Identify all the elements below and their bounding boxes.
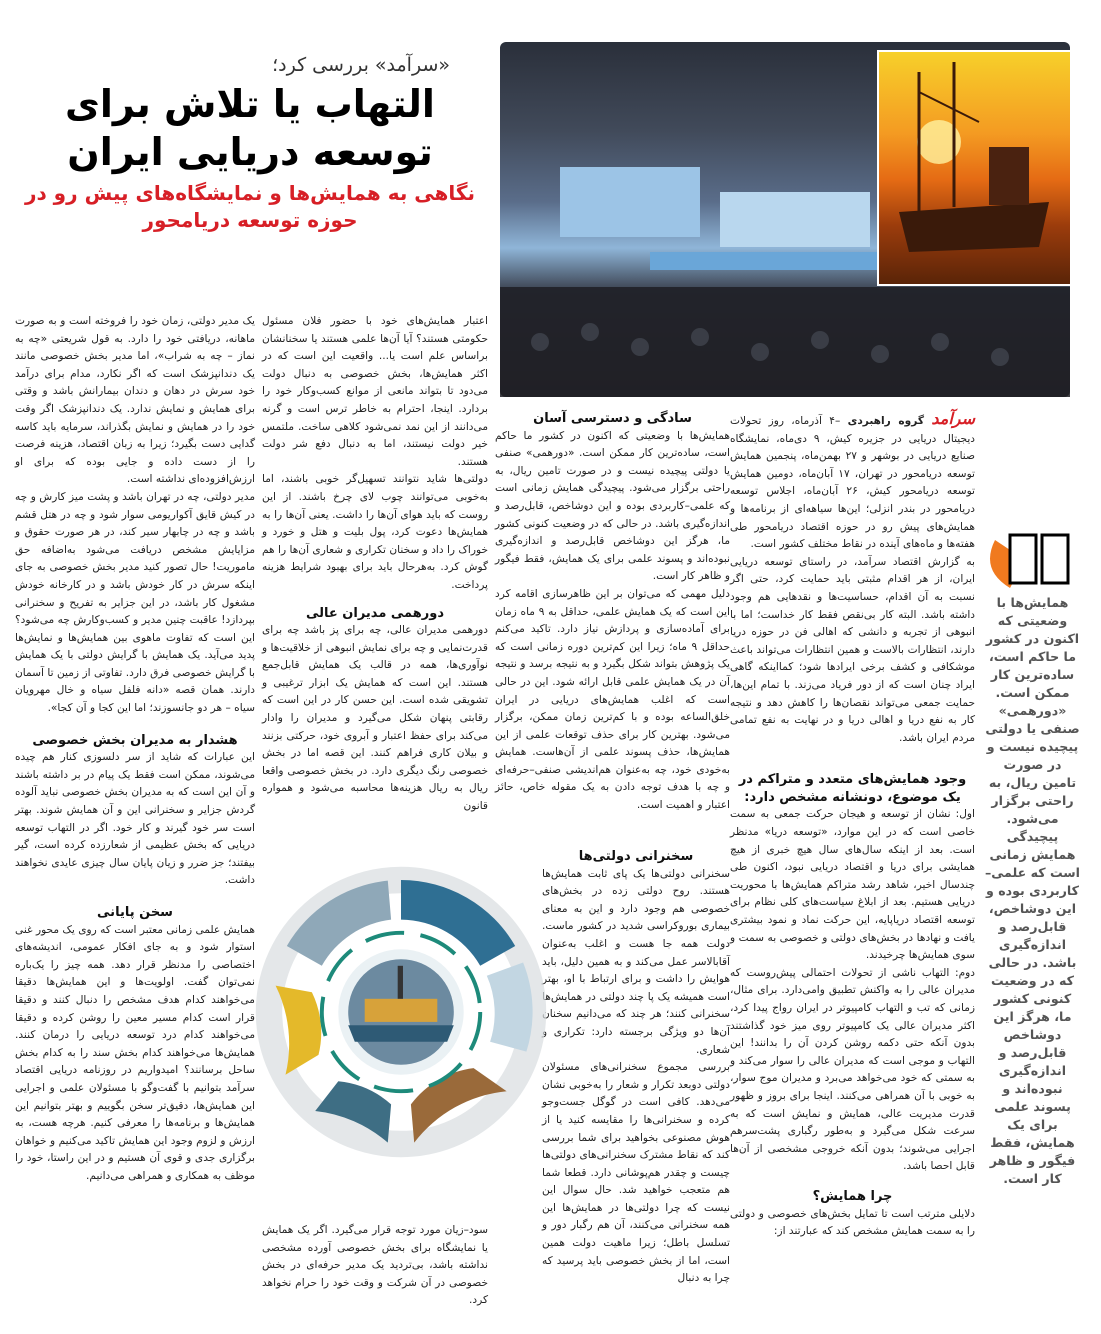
paragraph: دلیل مهمی که می‌توان بر این ظاهرسازی اقامه کرد این است که یک همایش علمی، حداقل به ۹ ماه زمان برای آماده‌سازی و پردازش نیاز دارد. تاکید می‌کنم حداقل ۹ ماه؛ زیرا این کم‌ترین دوره زمانی است که یک پژوهش بتواند شکل بگیرد و به نتیجه برسد و نتیجه آن در یک همایش علمی قابل ارائه شود. این در حالی است که اغلب همایش‌های دریایی در ایران خلق‌الساعه بوده و با کم‌ترین زمان ممکن، برگزار می‌شود. بهترین کار برای حذف توقعات علمی از این همایش‌ها، حذف پسوند علمی از آن‌هاست. همایش به‌خودی خود، چه به‌عنوان هم‌اندیشی صنفی–حرفه‌ای و چه با هدف توجه دادن به یک مقوله خاص، حائز اعتبار و اهمیت است. xyxy=(495,587,730,812)
subheadline: نگاهی به همایش‌ها و نمایشگاه‌های پیش رو در حوزه توسعه دریامحور xyxy=(24,181,476,232)
audience xyxy=(500,287,1070,397)
headline-block xyxy=(10,50,490,234)
section-heading: وجود همایش‌های متعدد و متراکم در یک موضوع، دونشانه مشخص دارد: xyxy=(738,772,967,805)
paragraph: –۴ آذرماه، روز تحولات دیجیتال دریایی در جزیره کیش، ۹ دی‌ماه، نمایشگاه صنایع دریایی در بوشهر و ۲۷ بهمن‌ماه، پنجمین همایش توسعه دریامحور در تهران، ۱۷ آبان‌ماه، دومین همایش توسعه دریامحور کیش، ۲۶ آبان‌ماه، اجلاس توسعه دریامحور در بندر انزلی؛ این‌ها سیاهه‌ای از برنامه‌ها و همایش‌های پیش رو در حوزه اقتصاد دریامحور طی هفته‌ها و ماه‌های آینده در نقاط مختلف کشور است. xyxy=(730,415,976,551)
column-2-top xyxy=(495,410,730,830)
maritime-collage-graphic xyxy=(264,808,538,1216)
paragraph: بررسی مجموع سخنرانی‌های مسئولان دولتی دوبعد تکرار و شعار را به‌خوبی نشان می‌دهد. کافی است در گوگل جست‌وجو کرده و سخنرانی‌ها را مقایسه کنید یا از هوش مصنوعی بخواهید برای شما بررسی کند که نقاط مشترک سخنرانی‌های دولتی‌ها چیست و چقدر هم‌پوشانی دارد. قطعا شما هم متعجب خواهید شد. حال سوال این نیست که چرا دولتی‌ها در همایش‌ها این همه سخنرانی می‌کنند، آن هم رگبار دور و تسلسل باطل؛ زیرا ماهیت دولت همین است، اما از بخش خصوصی باید پرسید که چرا به دنبال xyxy=(542,1061,730,1285)
section-heading: سخنرانی دولتی‌ها xyxy=(578,849,694,864)
column-3 xyxy=(262,313,488,813)
column-4 xyxy=(15,313,255,1328)
stage xyxy=(650,252,910,270)
paragraph: همایش‌ها با وضعیتی که اکنون در کشور ما حاکم است، ساده‌ترین کار ممکن است. «دورهمی» صنفی یا دولتی پیچیده نیست و در صورت تامین ریال، به راحتی برگزار می‌شود. پیچیدگی همایش زمانی است که علمی–کاربردی بوده و این دوشاخص، قابل‌رصد و اندازه‌گیری باشد. در حالی که در وضعیت کنونی کشور ما، هرگز این دوشاخص قابل‌رصد و اندازه‌گیری نبوده‌اند و پسوند علمی برای یک همایش، فقط فیگور و ظاهر کار است. xyxy=(495,429,730,583)
section-heading: سادگی و دسترسی آسان xyxy=(533,411,692,426)
paragraph: دوم: التهاب ناشی از تحولات احتمالی پیش‌روست که مدیران عالی را به واکنش تطبیق وامی‌دارد. برای مثال، زمانی که تب و التهاب کامپیوتر در ایران رواج پیدا کرد، اکثر مدیران عالی یک کامپیوتر روی میز خود گذاشتند بدون آنکه حتی دکمه روشن کردن آن را بدانند! این التهاب و موجی است که مدیران عالی را سوار می‌کند و به سمتی که خود می‌خواهد می‌برد و مدیران موج سوار، به خوبی با آن همراهی می‌کنند. اینجا برای بروز و ظهور قدرت مدیریت عالی، همایش و نمایش است که به سرعت شکل می‌گیرد و به‌طور رگباری پشت‌سرهم اجرایی می‌شوند؛ بدون آنکه خروجی مشخصی از آن‌ها قابل احصا باشد. xyxy=(730,966,975,1173)
quote-mark-icon xyxy=(985,530,1080,590)
ship-illustration xyxy=(879,52,1070,284)
column-2-bottom xyxy=(542,848,730,1323)
paragraph: سخنرانی دولتی‌ها یک پای ثابت همایش‌ها هستند. روح دولتی زده در بخش‌های خصوصی هم وجود دارد و این به معنای بیماری بوروکراسی شدید در کشور ماست. دولت همه جا هست و اغلب به‌عنوان آقابالاسر عمل می‌کند و به همین دلیل، باید هوایش را داشت و برای ارتباط با او، بهتر است همیشه یک پا چند دولتی در همایش‌ها سخنرانی کنند؛ هر چند که می‌دانیم سخنان آن‌ها دو ویژگی برجسته دارد: تکراری و شعاری. xyxy=(542,867,730,1056)
screen-left xyxy=(560,167,700,237)
column-1 xyxy=(730,410,975,1325)
section-heading: چرا همایش؟ xyxy=(812,1188,893,1204)
section-heading: دورهمی مدیران عالی xyxy=(305,605,445,621)
paragraph: مدیر دولتی، چه در تهران باشد و پشت میز کارش و چه در کیش قایق آکواریومی سوار شود و چه در هتل قشم باشد و چه در چابهار سیر کند، در هر صورت حقوق و مزایایش مشخص دریافت می‌شود به‌اضافه حق ماموریت! حال تصور کنید مدیر بخش خصوصی به جای اینکه سرش در کار خودش باشد و در کارخانه خودش مشغول کار باشد، در این جزایر به تفریح و سخنرانی بپردازد! عاقبت چنین مدیر و کسب‌وکارش چه می‌شود؟ این است که تفاوت ماهوی بین همایش‌ها و نمایش‌ها پدید می‌آید. یک همایش با گرایش دولتی با یک همایش با گرایش خصوصی فرق دارد. تفاوتی از زمین تا آسمان دارند. همان قصه «دانه فلفل سیاه و خال مهرویان سیاه – هر دو جانسوزند؛ اما این کجا و آن کجا». xyxy=(15,490,255,715)
paragraph: اول: نشان از توسعه و هیجان حرکت جمعی به سمت خاصی است که در این موارد، «توسعه دریا» مدنظر است. بعد از اینکه سال‌های سال هیچ خبری از هیچ همایشی برای دریا و اقتصاد دریایی نبود، اکنون طی چندسال اخیر، شاهد رشد متراکم همایش‌ها با محوریت دریایی هستیم. بعد از ابلاغ سیاست‌های کلی نظام برای توسعه اقتصاد دریاپایه، این حرکت نماد و نمود بیشتری یافت و نهادها در بخش‌های دولتی و خصوصی به سمت و سوی همایش‌ها چرخیدند. xyxy=(730,808,975,962)
paragraph: دلایلی مترتب است تا تمایل بخش‌های خصوصی و دولتی را به سمت همایش مشخص کند که عبارتند از: xyxy=(730,1207,975,1238)
paragraph: این عبارات که شاید از سر دلسوزی کنار هم چیده می‌شوند، ممکن است فقط یک پیام در بر داشته باشند و آن این است که به مدیران بخش خصوصی نباید آلوده گردش جزایر و سخنرانی این و آن همایش شوند. بهتر است سر خود گیرند و کار خود. اگر در التهاب توسعه دریایی که بخش عظیمی از شعارزده کرده است، گیر بیفتند؛ جز ضرر و زیان پایان سال چیزی عایدی نخواهند داشت. xyxy=(15,751,255,887)
headline: التهاب یا تلاش برای توسعه دریایی ایران xyxy=(65,82,435,174)
section-heading: سخن پایانی xyxy=(97,905,173,920)
paragraph: اعتبار همایش‌های خود با حضور فلان مسئول حکومتی هستند؟ آیا آن‌ها علمی هستند یا سخنانشان براساس علم است یا... واقعیت این است که در اکثر همایش‌ها، بخش خصوصی به دنبال دولت می‌دود تا بتواند مانعی از موانع کسب‌وکار خود را بردارد. اینجا، احترام به خاطر ترس است و گرنه می‌دانند از این نمد نمی‌شود کلاهی ساخت. ملتمس خیر دولت نیستند، اما به دنبال دفع شر دولت هستند. xyxy=(262,315,488,468)
byline: گروه راهبردی xyxy=(847,415,925,427)
pull-quote xyxy=(985,530,1080,1188)
stage-backdrop xyxy=(720,192,870,247)
oil-platform xyxy=(365,999,438,1022)
section-heading: هشدار به مدیران بخش خصوصی xyxy=(32,732,238,748)
paragraph: دولتی‌ها شاید نتوانند تسهیل‌گر خوبی باشند، اما به‌خوبی می‌توانند چوب لای چرخ باشند. از این روست که باید هوای آن‌ها را داشت. یعنی آن‌ها را به همایش‌ها دعوت کرد، پول بلیت و هتل و خورد و خوراک را داد و سخنان تکراری و شعاری آن‌ها را هم گوش کرد. به‌هرحال باید برای بهبود شرایط هزینه پرداخت. xyxy=(262,473,488,591)
paragraph: سود–زیان مورد توجه قرار می‌گیرد. اگر یک همایش یا نمایشگاه برای بخش خصوصی آورده مشخصی نداشته باشد، بی‌تردید یک مدیر حرفه‌ای در بخش خصوصی در آن شرکت و وقت خود را حرام نخواهد کرد. xyxy=(262,1224,488,1307)
kicker: «سرآمد» بررسی کرد؛ xyxy=(272,54,450,76)
saramad-logo: سرآمد xyxy=(931,409,976,428)
pull-quote-text: همایش‌ها با وضعیتی که اکنون در کشور ما حاکم است، ساده‌ترین کار ممکن است. «دورهمی» صنفی یا دولتی پیچیده نیست و در صورت تامین ریال، به راحتی برگزار می‌شود. پیچیدگی همایش زمانی است که علمی– کاربردی بوده و این دوشاخص، قابل‌رصد و اندازه‌گیری باشد. در حالی که در وضعیت کنونی کشور ما، هرگز این دوشاخص قابل‌رصد و اندازه‌گیری نبوده‌اند و پسوند علمی برای یک همایش، فقط فیگور و ظاهر کار است. xyxy=(985,595,1080,1186)
paragraph: به گزارش اقتصاد سرآمد، در راستای توسعه دریایی ایران، از هر اقدام مثبتی باید حمایت کرد، حتی اگر نسبت به آن اقدام، حساسیت‌ها و نقدهایی هم وجود داشته باشد. البته کار بی‌نقص فقط کار خداست؛ اما با انبوهی از تجربه و دانشی که اهالی فن در حوزه دریا دارند، انتظارات بالاست و همین انتظارات می‌تواند باعث موشکافی و کشف برخی ایرادها شود؛ کمااینکه گاهی ایراد چنان است که از دور فریاد می‌زند. با تمام این‌ها، حمایت جمعی می‌تواند نقصان‌ها را کاهش دهد و نتیجه کار به نفع دریا و اهالی دریا و در نهایت به نفع تمامی مردم ایران باشد. xyxy=(730,555,975,744)
paragraph: یک مدیر دولتی، زمان خود را فروخته است و به صورت ماهانه، دریافتی خود را دارد. به قول شریعتی «چه به نماز – چه به شراب»، اما مدیر بخش خصوصی مانند یک دندانپزشک است که اگر نکارد، مدام برای درآمد خود سرش در دهان و دندان بیمارانش باشد و وقتی برای همایش و نمایش ندارد. یک دندانپزشک اگر وقت خود را در همایش و نمایش بگذراند، سرمایه باید کاسه گدایی دست بگیرد؛ زیرا به زبان اقتصاد، هزینه فرصت را از دست داده و جایی بوده که برای او ارزش‌افزوده‌ای نداشته است. xyxy=(15,315,255,486)
paragraph: دورهمی مدیران عالی، چه برای پز باشد چه برای قدرت‌نمایی و چه برای نمایش انبوهی از خلاقیت‌ها و نوآوری‌ها، همه در قالب یک همایش قابل‌جمع هستند. این است که همایش یک ابزار ترغیبی و تشویقی شده است. این حسن کار در این است که رقابتی پنهان شکل می‌گیرد و مدیران را وادار می‌کند برای حفظ اعتبار و آبروی خود، حرکتی بزنند و بیلان کاری فراهم کنند. این قصه اما در بخش خصوصی رنگ دیگری دارد. در بخش خصوصی واقعا ریال به ریال هزینه‌ها محاسبه می‌شود و همواره قانون xyxy=(262,624,488,813)
ship-sunset-photo xyxy=(877,50,1072,286)
paragraph: همایش علمی زمانی معتبر است که روی یک محور غنی استوار شود و به جای افکار عمومی، اندیشه‌های اختصاصی را مدنظر قرار دهد. همه چیز را یک‌باره نمی‌توان گفت. اولویت‌ها و این همایش‌ها دقیقا می‌خواهند کدام هدف مشخص را دنبال کنند و دقیقا قرار است کدام مسیر معین را روشن کرده و دقیقا می‌خواهند کدام درد توسعه دریایی را درمان کنند. همایش‌ها می‌خواهند کدام بخش سند را به کدام بخش ساحل برسانند؟ امیدواریم در روزنامه دریایی اقتصاد سرآمد بتوانیم با گفت‌وگو با مسئولان علمی و اجرایی این همایش‌ها، دقیق‌تر سخن بگوییم و بهتر بتوانیم این همایش‌ها و برنامه‌ها را معرفی کنیم. هرچه هست، به ارزش و لزوم وجود این همایش تاکید می‌کنیم و خواهان برگزاری جدی و قوی آن هستیم و در این راستا، خود را موظف به همکاری و همراهی می‌دانیم. xyxy=(15,923,255,1182)
column-3-bottom xyxy=(262,1222,488,1322)
